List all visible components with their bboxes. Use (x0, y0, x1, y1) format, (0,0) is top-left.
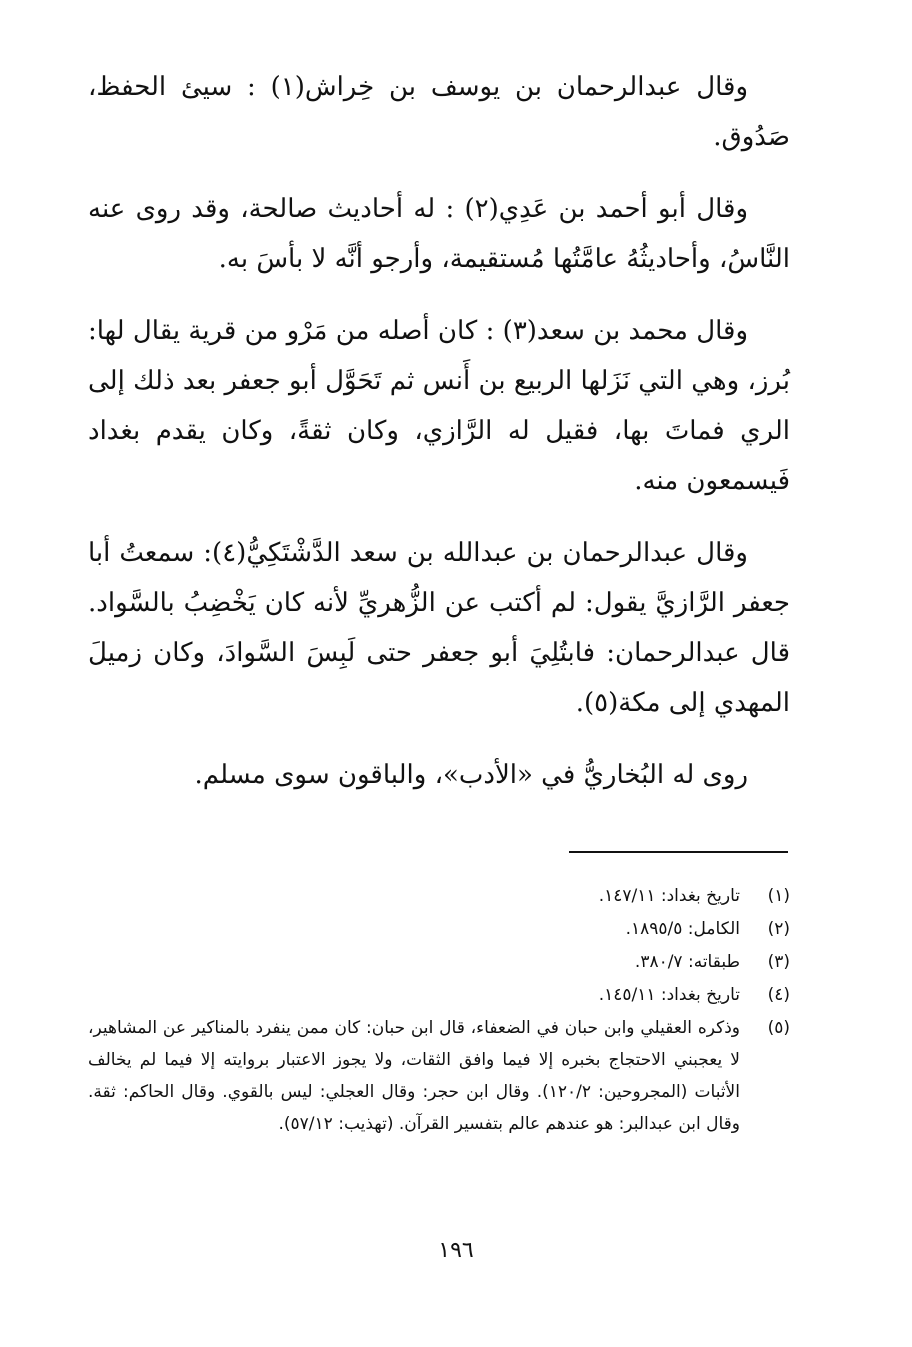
paragraph-ibn-saad: وقال محمد بن سعد(٣) : كان أصله من مَرْو من قرية يقال لها: بُرز، وهي التي نَزَلها الربيع بن أَنس ثم تَحَوَّل أبو جعفر بعد ذلك إلى الري فماتَ بها، فقيل له الرَّازي، وكان ثقةً، وكان يقدم بغداد فَيسمعون منه. (88, 316, 790, 496)
paragraph-rawa-lahu: روى له البُخاريُّ في «الأدب»، والباقون سوى مسلم. (194, 760, 748, 790)
page-number: ١٩٦ (438, 1238, 474, 1263)
footnote-separator (569, 851, 788, 853)
footnote-number: (٣) (767, 952, 790, 972)
footnote-number: (١) (767, 886, 790, 906)
footnote-item (88, 946, 790, 979)
footnote-number: (٢) (767, 919, 790, 939)
footnote-number: (٤) (767, 985, 790, 1005)
main-text (88, 62, 790, 822)
footnote-text: تاريخ بغداد: ١٤٥/١١. (598, 985, 740, 1005)
footnote-text: الكامل: ١٨٩٥/٥. (625, 919, 740, 939)
footnotes (88, 880, 790, 1140)
footnote-item (88, 913, 790, 946)
paragraph-dashtaki: وقال عبدالرحمان بن عبدالله بن سعد الدَّشْتَكِيُّ(٤): سمعتُ أبا جعفر الرَّازيَّ يقول: لم أكتب عن الزُّهريِّ لأنه كان يَخْضِبُ بالسَّواد. قال عبدالرحمان: فابتُلِيَ أبو جعفر حتى لَبِسَ السَّوادَ، وكان زميلَ المهدي إلى مكة(٥). (88, 538, 790, 718)
footnote-number: (٥) (767, 1018, 790, 1038)
footnote-item (88, 880, 790, 913)
paragraph-ibn-adi: وقال أبو أحمد بن عَدِي(٢) : له أحاديث صالحة، وقد روى عنه النَّاسُ، وأحاديثُهُ عامَّتُها مُستقيمة، وأرجو أنَّه لا بأسَ به. (88, 194, 790, 274)
footnote-text: طبقاته: ٣٨٠/٧. (634, 952, 740, 972)
footnote-item (88, 1012, 790, 1140)
footnote-item (88, 979, 790, 1012)
paragraph-ibn-khirash: وقال عبدالرحمان بن يوسف بن خِراش(١) : سيئ الحفظ، صَدُوق. (88, 72, 790, 152)
footnote-text: تاريخ بغداد: ١٤٧/١١. (598, 886, 740, 906)
footnote-text: وذكره العقيلي وابن حبان في الضعفاء، قال ابن حبان: كان ممن ينفرد بالمناكير عن المشاهير، لا يعجبني الاحتجاج بخبره إلا فيما وافق الثقات، ولا يجوز الاعتبار بروايته إلا فيما لم يخالف الأثبات (المجروحين: ١٢٠/٢). وقال ابن حجر: وقال العجلي: ليس بالقوي. وقال الحاكم: ثقة. وقال ابن عبدالبر: هو عندهم عالم بتفسير القرآن. (تهذيب: ٥٧/١٢). (88, 1018, 740, 1134)
